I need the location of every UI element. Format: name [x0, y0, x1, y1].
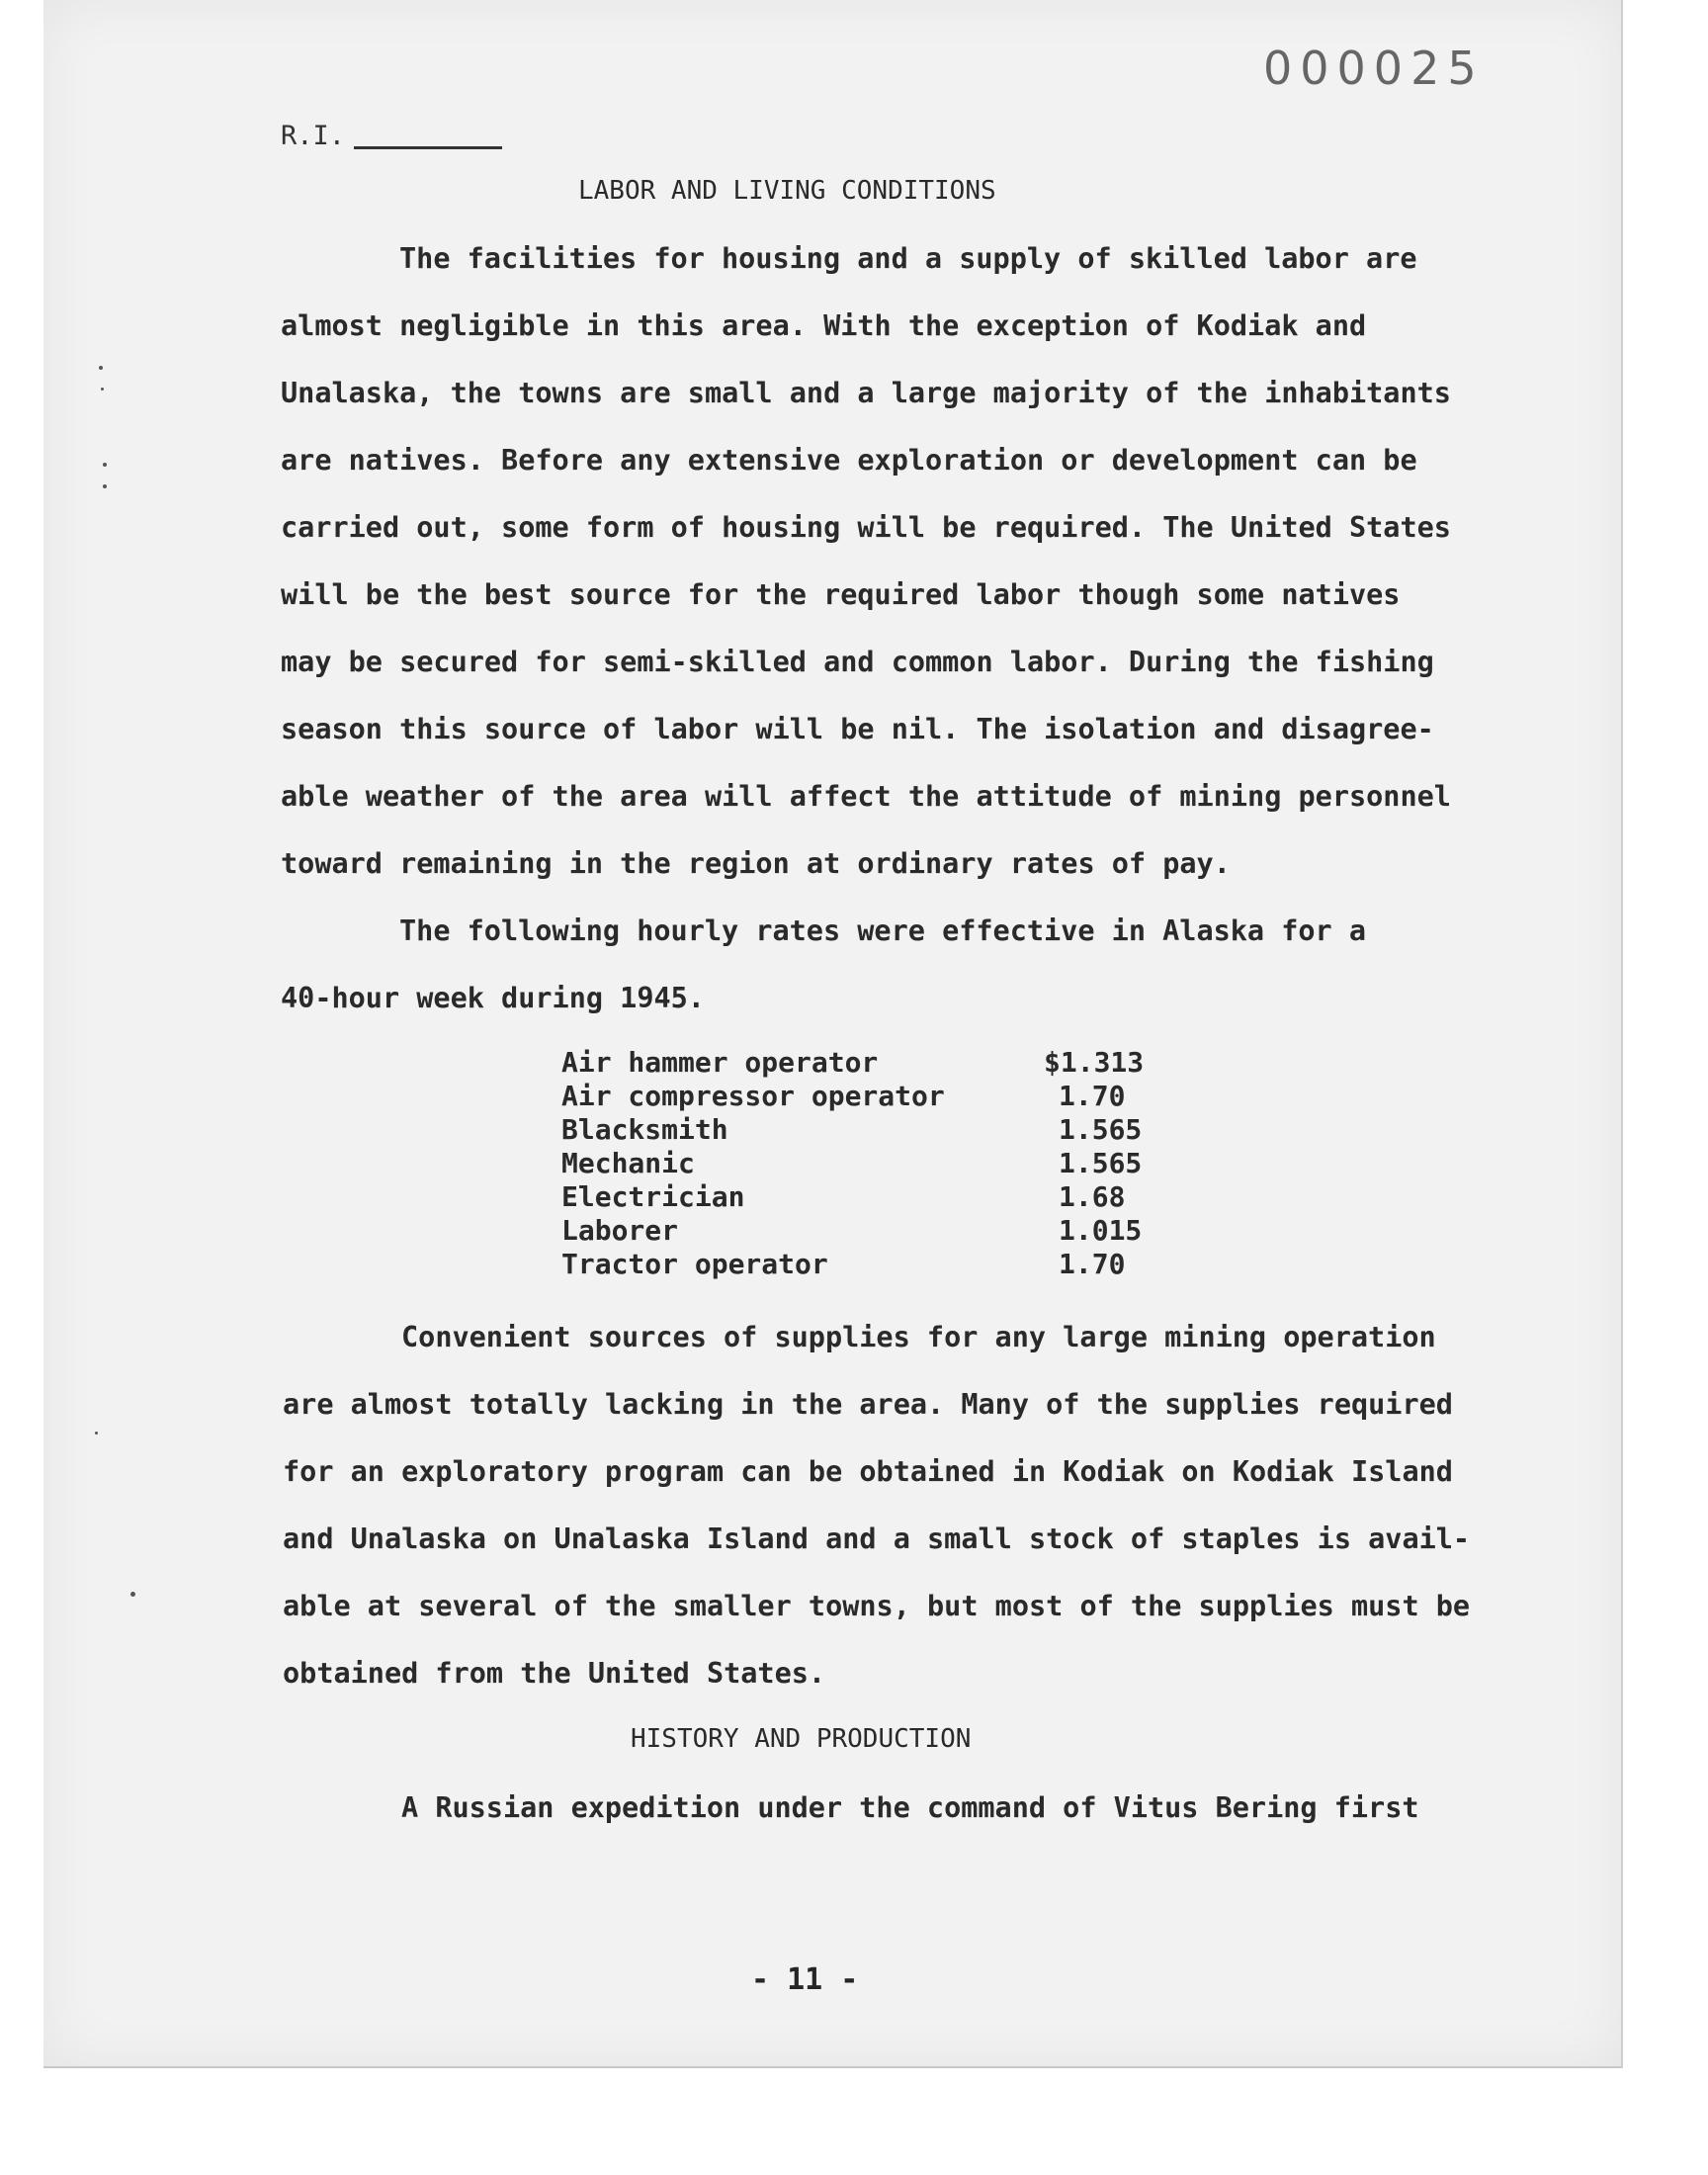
paragraph-line: Unalaska, the towns are small and a large majority of the inhabitants	[281, 377, 1451, 409]
paragraph-line: Convenient sources of supplies for any large mining operation	[401, 1321, 1436, 1353]
stamp-number: 000025	[1263, 42, 1485, 95]
section-heading-history: HISTORY AND PRODUCTION	[631, 1724, 972, 1754]
paragraph-line: The following hourly rates were effective in Alaska for a	[399, 914, 1367, 947]
rate-label: Laborer	[561, 1214, 679, 1247]
rate-label: Electrician	[561, 1180, 745, 1213]
rate-label: Mechanic	[561, 1147, 695, 1179]
paragraph-line: almost negligible in this area. With the exception of Kodiak and	[281, 309, 1367, 342]
rate-label: Air compressor operator	[561, 1080, 945, 1112]
scan-speck	[99, 366, 103, 370]
rate-label: Tractor operator	[561, 1248, 828, 1280]
paragraph-line: and Unalaska on Unalaska Island and a small stock of staples is avail-	[283, 1522, 1471, 1555]
rate-label: Blacksmith	[561, 1113, 728, 1146]
page-number: - 11 -	[751, 1962, 859, 1997]
rate-value: 1.015	[1059, 1214, 1143, 1247]
paragraph-line: are almost totally lacking in the area. Many of the supplies required	[283, 1388, 1453, 1421]
rate-value: 1.70	[1059, 1080, 1126, 1112]
paragraph-line: 40-hour week during 1945.	[281, 982, 705, 1014]
rate-value: 1.565	[1059, 1113, 1143, 1146]
paragraph-line: The facilities for housing and a supply of skilled labor are	[399, 242, 1417, 275]
rate-value: 1.70	[1059, 1248, 1126, 1280]
paragraph-line: obtained from the United States.	[283, 1657, 826, 1690]
ri-blank-line	[354, 146, 502, 149]
paragraph-line: season this source of labor will be nil. The isolation and disagree-	[281, 713, 1434, 745]
scan-speck	[103, 463, 107, 467]
rate-value: 1.68	[1059, 1180, 1126, 1213]
scan-speck	[101, 388, 104, 391]
rate-value: $1.313	[1044, 1046, 1145, 1079]
paragraph-line: will be the best source for the required labor though some natives	[281, 578, 1401, 611]
paragraph-line: are natives. Before any extensive exploration or development can be	[281, 444, 1417, 477]
rate-label: Air hammer operator	[561, 1046, 879, 1079]
paragraph-line: able at several of the smaller towns, but most of the supplies must be	[283, 1590, 1471, 1622]
ri-label: R.I.	[281, 121, 346, 151]
scan-speck	[130, 1592, 135, 1597]
paragraph-line: may be secured for semi-skilled and common labor. During the fishing	[281, 646, 1434, 678]
scan-speck	[95, 1432, 98, 1435]
paragraph-line: toward remaining in the region at ordinary rates of pay.	[281, 847, 1231, 880]
paragraph-line: for an exploratory program can be obtained in Kodiak on Kodiak Island	[283, 1455, 1453, 1488]
paragraph-line: able weather of the area will affect the attitude of mining personnel	[281, 780, 1451, 813]
section-heading-labor: LABOR AND LIVING CONDITIONS	[578, 176, 996, 206]
document-page	[43, 0, 1623, 2068]
paragraph-line: carried out, some form of housing will be required. The United States	[281, 511, 1451, 544]
rate-value: 1.565	[1059, 1147, 1143, 1179]
paragraph-line: A Russian expedition under the command of Vitus Bering first	[401, 1791, 1419, 1824]
scan-speck	[103, 484, 107, 488]
